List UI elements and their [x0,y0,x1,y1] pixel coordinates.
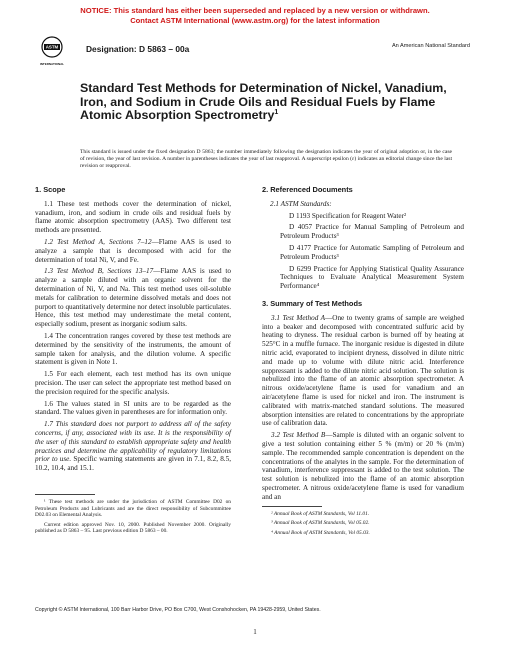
refs-sub [262,200,464,209]
para-1-5: 1.5 For each element, each test method has its own unique precision. The user can select the appropriate test method based on the precision required for the specific analysis. [35,370,231,396]
para-1-3 [35,267,231,329]
ref-item: D 4057 Practice for Manual Sampling of Petroleum and Petroleum Products³ [280,223,464,241]
left-column [35,186,231,538]
copyright: Copyright © ASTM International, 100 Barr Harbor Drive, PO Box C700, West Conshohocken, PA 19428-2959, United States. [35,607,321,613]
para-1-2-text: —Flame AAS is used to analyze a sample that is decomposed with acid for the determination of total Ni, V, and Fe. [35,237,231,264]
ref-item: D 1193 Specification for Reagent Water² [289,211,407,220]
ref-item: D 6299 Practice for Applying Statistical Quality Assurance Techniques to Evaluate Analytical Measurement System Performance⁴ [280,264,464,291]
para-3-1 [262,314,464,428]
page-number: 1 [253,628,257,636]
para-3-2 [262,431,464,501]
para-3-2-text: —Sample is diluted with an organic solvent to give a test solution containing either 5 % (m/m) or 20 % (m/m) sample. The recommended sample concentration is dependent on the concentrations of the analytes in the sample. For the determination of vanadium, interference suppressant is added to the test solution. The test solution is nebulized into the flame of an atomic absorption spectrometer. A nitrous oxide/acetylene flame is used for vanadium and an [262,431,465,501]
para-1-7 [35,420,231,473]
para-1-2 [35,238,231,264]
footnote-4 [262,530,464,537]
refs-heading: 2. Referenced Documents [262,185,353,194]
footnote-2-text: ² Annual Book of ASTM Standards, Vol 11.01. [271,510,370,517]
ref-item: D 4177 Practice for Automatic Sampling of Petroleum and Petroleum Products³ [280,243,464,261]
standard-label: An American National Standard [391,43,470,49]
designation: Designation: D 5863 – 00a [86,44,190,54]
astm-logo [40,36,64,70]
summary-heading: 3. Summary of Test Methods [262,298,363,308]
footnote-2 [262,511,464,518]
footnote-rule [35,494,95,495]
footnote-1b: Current edition approved Nov. 10, 2000. Published November 2000. Originally published as D 5863 – 95. Last previous edition D 5863 – 00. [35,521,231,535]
footnote-3-text: ³ Annual Book of ASTM Standards, Vol 05.02. [271,520,370,527]
para-1-1: 1.1 These test methods cover the determination of nickel, vanadium, iron, and sodium in crude oils and residual fuels by flame atomic absorption spectrometry (AAS). Two different test methods are presented. [35,199,231,235]
para-1-7-text: Specific warning statements are given in 7.1, 8.2, 8.5, 10.2, 10.4, and 15.1. [35,455,231,473]
para-1-3-text: —Flame AAS is used to analyze a sample diluted with an organic solvent for the determination of Ni, V, and Na. This test method uses oil-soluble metals for calibration to determine dissolved metals and does not purport to quantitatively determine nor detect insoluble particulates. Hence, this test method may underestimate the metal content, especially sodium, present as inorganic sodium salts. [35,267,231,329]
para-1-6: 1.6 The values stated in SI units are to be regarded as the standard. The values given in parentheses are for information only. [35,399,231,417]
para-1-2-em: 1.2 Test Method A, Sections 7–12 [44,237,152,246]
logo-sub: INTERNATIONAL [40,62,64,66]
supersede-notice [0,6,510,25]
para-3-2-em: 3.2 Test Method B [271,431,326,440]
scope-heading: 1. Scope [35,185,66,194]
logo-text: ASTM [45,44,59,50]
title-footnote-mark: 1 [274,109,279,117]
right-column [262,186,464,539]
para-1-3-em: 1.3 Test Method B, Sections 13–17 [44,267,154,276]
intro-paragraph: This standard is issued under the fixed designation D 5863; the number immediately following the designation indicates the year of original adoption or, in the case of revision, the year of last revision. A number in parentheses indicates the year of last reapproval. A superscript epsilon (ε) indicates an editorial change since the last revision or reapproval. [80,149,452,170]
para-1-4: 1.4 The concentration ranges covered by these test methods are determined by the sensitivity of the instruments, the amount of sample taken for analysis, and the dilution volume. A specific statement is given in Note 1. [35,331,231,367]
title-text: Standard Test Methods for Determination of Nickel, Vanadium, Iron, and Sodium in Crude Oils and Residual Fuels by Flame Atomic Absorption Spectrometry [80,81,447,123]
document-title [80,82,460,123]
para-3-1-em: 3.1 Test Method A [271,313,326,322]
notice-line-2: Contact ASTM International (www.astm.org) for the latest information [130,15,380,25]
refs-sub-text: 2.1 ASTM Standards: [270,199,332,208]
para-3-1-text: —One to twenty grams of sample are weighed into a beaker and decomposed with concentrated sulfuric acid by heating to dryness. The residual carbon is burned off by heating at 525°C in a muffle furnace. The inorganic residue is digested in dilute nitric acid, evaporated to incipient dryness, dissolved in dilute nitric and made up to volume with dilute nitric acid. Interference suppressant is added to the dilute nitric acid solution. The solution is nebulized into the flame of an atomic absorption spectrometer. A nitrous oxide/acetylene flame is used for vanadium and an air/acetylene flame is used for nickel and iron. The instrument is calibrated with matrix-matched standard solutions. The measured absorption intensities are related to concentrations by the appropriate use of calibration data. [262,313,464,428]
para-1-7-em: 1.7 This standard does not purport to address all of the safety concerns, if any, associated with its use. It is the responsibility of the user of this standard to establish appropriate safety and health practices and determine the applicability of regulatory limitations prior to use. [35,420,231,464]
footnote-1: ¹ These test methods are under the jurisdiction of ASTM Committee D02 on Petroleum Products and Lubricants and are the direct responsibility of Subcommittee D02.03 on Elemental Analysis. [35,498,231,519]
footnote-3 [262,520,464,527]
footnote-rule [262,506,322,507]
footnote-4-text: ⁴ Annual Book of ASTM Standards, Vol 05.03. [271,529,370,536]
notice-line-1: NOTICE: This standard has either been superseded and replaced by a new version or withdrawn. [80,6,430,15]
